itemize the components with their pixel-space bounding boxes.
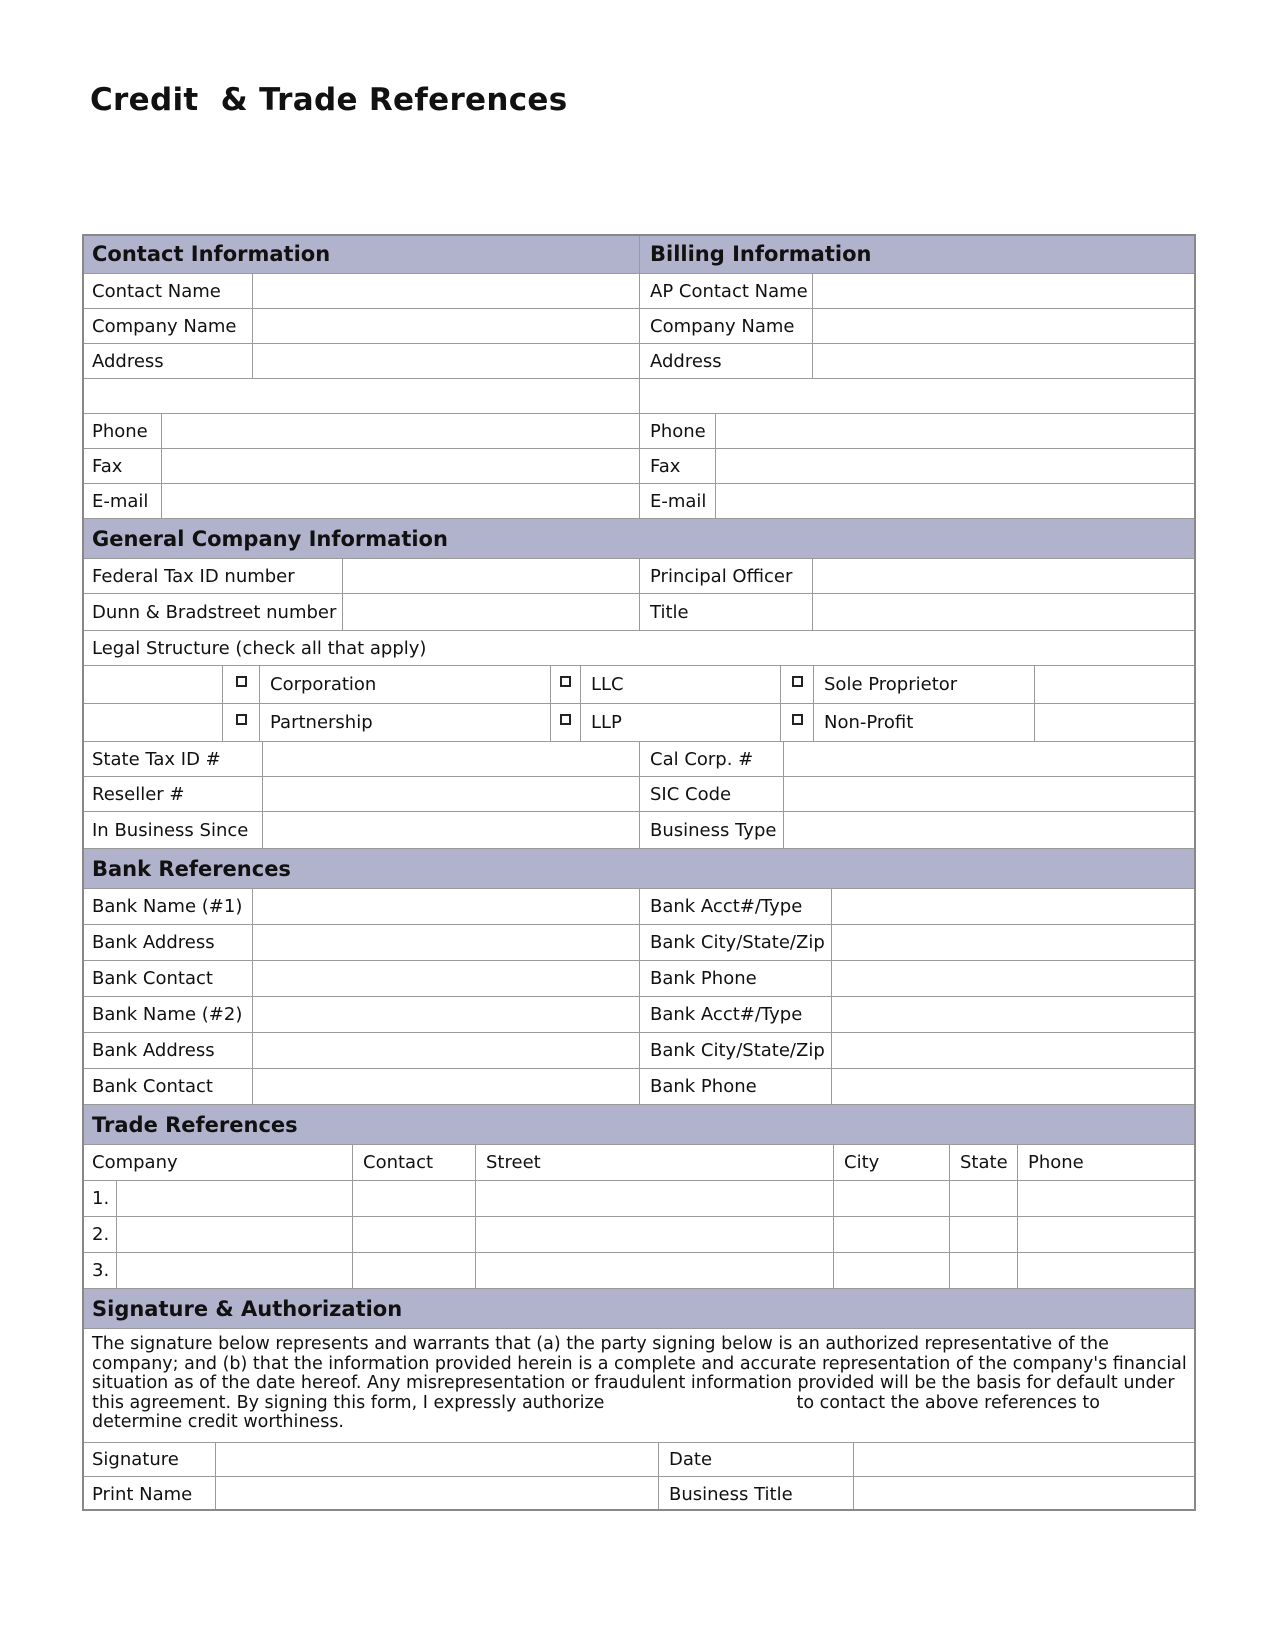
in-business-since-field[interactable] xyxy=(262,812,639,848)
bank-address-field[interactable] xyxy=(252,925,639,960)
sic-code-label: SIC Code xyxy=(639,777,783,811)
principal-officer-field[interactable] xyxy=(812,559,1196,593)
address-label: Address xyxy=(92,350,164,372)
bank-acct-type-field[interactable] xyxy=(831,997,1196,1032)
billing-phone-label: Phone xyxy=(639,414,715,448)
bank-phone-field[interactable] xyxy=(831,1069,1196,1104)
contact-header: Contact Information xyxy=(92,242,331,266)
form-row xyxy=(82,1033,1196,1069)
trade-state-field[interactable] xyxy=(949,1253,1017,1288)
bank-address-label: Bank Address xyxy=(92,1040,215,1061)
trade-city-field[interactable] xyxy=(833,1181,949,1216)
llc-label: LLC xyxy=(580,666,780,703)
dunn-bradstreet-label: Dunn & Bradstreet number xyxy=(92,601,337,623)
bank-phone-label: Bank Phone xyxy=(639,1069,831,1104)
section-header-row xyxy=(82,1289,1196,1329)
checkbox-icon xyxy=(236,714,247,725)
form-row xyxy=(82,631,1196,666)
bank-acct-type-label: Bank Acct#/Type xyxy=(639,997,831,1032)
col-street: Street xyxy=(475,1145,833,1180)
form-row xyxy=(82,414,1196,449)
section-header-row xyxy=(82,849,1196,889)
phone-field[interactable] xyxy=(161,414,639,448)
principal-officer-label: Principal Officer xyxy=(639,559,812,593)
form-row xyxy=(82,594,1196,631)
col-phone: Phone xyxy=(1017,1145,1196,1180)
partnership-checkbox[interactable] xyxy=(222,704,259,741)
bank-city-state-zip-label: Bank City/State/Zip xyxy=(639,925,831,960)
table-row xyxy=(82,1181,1196,1217)
trade-table-header xyxy=(82,1145,1196,1181)
trade-contact-field[interactable] xyxy=(352,1253,475,1288)
checkbox-icon xyxy=(560,714,571,725)
col-contact: Contact xyxy=(352,1145,475,1180)
billing-address-label: Address xyxy=(639,344,812,378)
form-row xyxy=(82,889,1196,925)
bank-name-2-label: Bank Name (#2) xyxy=(92,1004,243,1025)
bank-acct-type-field[interactable] xyxy=(831,889,1196,924)
trade-city-field[interactable] xyxy=(833,1253,949,1288)
form-row xyxy=(82,742,1196,777)
section-header-row xyxy=(82,234,1196,274)
title-field[interactable] xyxy=(812,594,1196,630)
bank-contact-label: Bank Contact xyxy=(92,968,213,989)
form-row xyxy=(82,997,1196,1033)
non-profit-checkbox[interactable] xyxy=(780,704,813,741)
business-type-field[interactable] xyxy=(783,812,1196,848)
bank-address-label: Bank Address xyxy=(92,932,215,953)
bank-contact-label: Bank Contact xyxy=(92,1076,213,1097)
form-row xyxy=(82,777,1196,812)
checkbox-icon xyxy=(792,714,803,725)
billing-company-name-label: Company Name xyxy=(639,309,812,343)
trade-contact-field[interactable] xyxy=(352,1181,475,1216)
col-city: City xyxy=(833,1145,949,1180)
dunn-bradstreet-field[interactable] xyxy=(342,594,639,630)
blank-cell xyxy=(1034,666,1196,703)
bank-contact-field[interactable] xyxy=(252,1069,639,1104)
blank-cell xyxy=(82,666,222,703)
form-row xyxy=(82,1069,1196,1105)
checkbox-icon xyxy=(792,676,803,687)
checkbox-icon xyxy=(560,676,571,687)
sic-code-field[interactable] xyxy=(783,777,1196,811)
form-row xyxy=(82,449,1196,484)
fax-field[interactable] xyxy=(161,449,639,483)
bank-address-field[interactable] xyxy=(252,1033,639,1068)
section-header-row xyxy=(82,1105,1196,1145)
billing-fax-label: Fax xyxy=(639,449,715,483)
form-row xyxy=(82,344,1196,379)
form-row xyxy=(82,961,1196,997)
col-company: Company xyxy=(92,1152,178,1173)
bank-phone-field[interactable] xyxy=(831,961,1196,996)
fax-label: Fax xyxy=(92,455,123,477)
bank-contact-field[interactable] xyxy=(252,961,639,996)
print-name-label: Print Name xyxy=(92,1483,193,1505)
corporation-checkbox[interactable] xyxy=(222,666,259,703)
trade-state-field[interactable] xyxy=(949,1217,1017,1252)
form-row xyxy=(82,812,1196,849)
date-label: Date xyxy=(658,1443,853,1476)
billing-address-line2-field[interactable] xyxy=(639,379,1196,413)
ap-contact-name-label: AP Contact Name xyxy=(639,274,812,308)
bank-phone-label: Bank Phone xyxy=(639,961,831,996)
business-type-label: Business Type xyxy=(639,812,783,848)
contact-name-field[interactable] xyxy=(252,274,639,308)
state-tax-id-label: State Tax ID # xyxy=(92,748,221,770)
authorization-text-row xyxy=(82,1329,1196,1443)
credit-form xyxy=(82,234,1196,1511)
signature-field[interactable] xyxy=(215,1443,658,1476)
trade-street-field[interactable] xyxy=(475,1217,833,1252)
bank-name-2-field[interactable] xyxy=(252,997,639,1032)
address-line2-field[interactable] xyxy=(82,379,639,413)
billing-email-label: E-mail xyxy=(639,484,715,518)
trade-phone-field[interactable] xyxy=(1017,1217,1196,1252)
date-field[interactable] xyxy=(853,1443,1196,1476)
row-number: 1. xyxy=(92,1188,110,1209)
general-header: General Company Information xyxy=(92,526,448,551)
row-number: 3. xyxy=(92,1260,110,1281)
trade-phone-field[interactable] xyxy=(1017,1253,1196,1288)
state-tax-id-field[interactable] xyxy=(262,742,639,776)
page-title: Credit & Trade References xyxy=(90,82,568,118)
billing-address-field[interactable] xyxy=(812,344,1196,378)
legal-structure-row xyxy=(82,666,1196,704)
trade-street-field[interactable] xyxy=(475,1253,833,1288)
bank-city-state-zip-label: Bank City/State/Zip xyxy=(639,1033,831,1068)
authorization-text-1: The signature below represents and warrants that (a) the party signing below is an authorized representative of the company; and (b) that the information provided herein is a complete and accurate representation of the company's financial situation as of the date hereof. Any misrepresentation or fraudulent information provided will be the basis for default under this agreement. By signing this form, I expressly authorize xyxy=(92,1334,1187,1413)
ap-contact-name-field[interactable] xyxy=(812,274,1196,308)
contact-name-label: Contact Name xyxy=(92,280,221,302)
trade-company-field[interactable] xyxy=(116,1181,352,1216)
legal-structure-row xyxy=(82,704,1196,742)
form-row xyxy=(82,379,1196,414)
row-number: 2. xyxy=(92,1224,110,1245)
authorization-text-2: to contact the above references to determine credit worthiness. xyxy=(92,1392,1100,1433)
billing-phone-field[interactable] xyxy=(715,414,1196,448)
sole-proprietor-checkbox[interactable] xyxy=(780,666,813,703)
email-label: E-mail xyxy=(92,490,149,512)
table-row xyxy=(82,1253,1196,1289)
form-row xyxy=(82,559,1196,594)
llp-label: LLP xyxy=(580,704,780,741)
print-name-field[interactable] xyxy=(215,1477,658,1511)
business-title-field[interactable] xyxy=(853,1477,1196,1511)
signature-label: Signature xyxy=(92,1449,179,1470)
trade-phone-field[interactable] xyxy=(1017,1181,1196,1216)
form-row xyxy=(82,1443,1196,1477)
company-name-label: Company Name xyxy=(92,315,237,337)
billing-email-field[interactable] xyxy=(715,484,1196,518)
billing-fax-field[interactable] xyxy=(715,449,1196,483)
address-field[interactable] xyxy=(252,344,639,378)
business-title-label: Business Title xyxy=(658,1477,853,1511)
form-row xyxy=(82,274,1196,309)
table-row xyxy=(82,1217,1196,1253)
section-header-row xyxy=(82,519,1196,559)
form-row xyxy=(82,925,1196,961)
trade-header: Trade References xyxy=(92,1112,298,1137)
in-business-since-label: In Business Since xyxy=(92,819,249,841)
federal-tax-id-field[interactable] xyxy=(342,559,639,593)
bank-city-state-zip-field[interactable] xyxy=(831,1033,1196,1068)
bank-name-1-label: Bank Name (#1) xyxy=(92,896,243,917)
llp-checkbox[interactable] xyxy=(550,704,580,741)
col-state: State xyxy=(949,1145,1017,1180)
non-profit-label: Non-Profit xyxy=(813,704,1034,741)
sole-proprietor-label: Sole Proprietor xyxy=(813,666,1034,703)
cal-corp-field[interactable] xyxy=(783,742,1196,776)
phone-label: Phone xyxy=(92,420,148,442)
form-row xyxy=(82,484,1196,519)
bank-name-1-field[interactable] xyxy=(252,889,639,924)
checkbox-icon xyxy=(236,676,247,687)
cal-corp-label: Cal Corp. # xyxy=(639,742,783,776)
llc-checkbox[interactable] xyxy=(550,666,580,703)
bank-acct-type-label: Bank Acct#/Type xyxy=(639,889,831,924)
form-row xyxy=(82,309,1196,344)
authorization-paragraph xyxy=(92,1335,1188,1433)
reseller-field[interactable] xyxy=(262,777,639,811)
reseller-label: Reseller # xyxy=(92,783,185,805)
company-name-field[interactable] xyxy=(252,309,639,343)
trade-street-field[interactable] xyxy=(475,1181,833,1216)
federal-tax-id-label: Federal Tax ID number xyxy=(92,565,295,587)
blank-cell xyxy=(1034,704,1196,741)
signature-header: Signature & Authorization xyxy=(92,1296,403,1321)
title-label: Title xyxy=(639,594,812,630)
trade-company-field[interactable] xyxy=(116,1253,352,1288)
billing-company-name-field[interactable] xyxy=(812,309,1196,343)
bank-city-state-zip-field[interactable] xyxy=(831,925,1196,960)
trade-company-field[interactable] xyxy=(116,1217,352,1252)
trade-contact-field[interactable] xyxy=(352,1217,475,1252)
form-row xyxy=(82,1477,1196,1511)
email-field[interactable] xyxy=(161,484,639,518)
bank-header: Bank References xyxy=(92,856,291,881)
corporation-label: Corporation xyxy=(259,666,550,703)
trade-city-field[interactable] xyxy=(833,1217,949,1252)
billing-header: Billing Information xyxy=(639,235,1196,273)
trade-state-field[interactable] xyxy=(949,1181,1017,1216)
partnership-label: Partnership xyxy=(259,704,550,741)
legal-structure-label: Legal Structure (check all that apply) xyxy=(92,637,427,659)
blank-cell xyxy=(82,704,222,741)
